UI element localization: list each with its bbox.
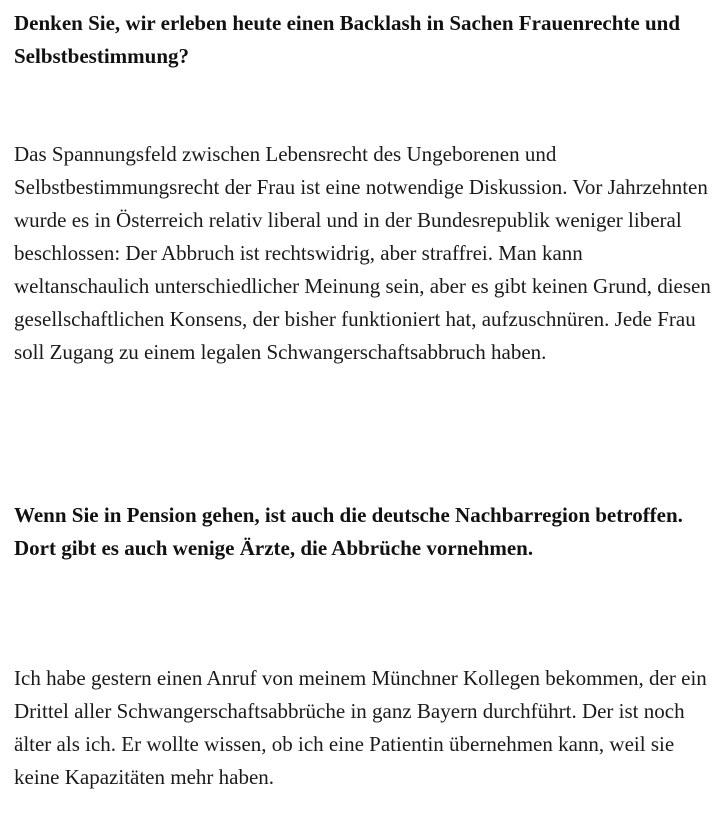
interview-answer: Das Spannungsfeld zwischen Lebensrecht des Ungeborenen und Selbstbestimmungsrecht der Frau ist eine notwendige Diskussion. Vor Jahrzehnten wurde es in Österreich relativ liberal und in der Bundesrepublik weniger liberal beschlossen: Der Abbruch ist rechtswidrig, aber straffrei. Man kann weltanschaulich unterschiedlicher Meinung sein, aber es gibt keinen Grund, diesen gesellschaftlichen Konsens, der bisher funktioniert hat, aufzuschnüren. Jede Frau soll Zugang zu einem legalen Schwangerschaftsabbruch haben. bbox=[14, 142, 711, 364]
interview-question: Denken Sie, wir erleben heute einen Backlash in Sachen Frauenrechte und Selbstbestimmung? bbox=[14, 11, 681, 68]
interview-answer: Ich habe gestern einen Anruf von meinem Münchner Kollegen bekommen, der ein Drittel aller Schwangerschaftsabbrüche in ganz Bayern durchführt. Der ist noch älter als ich. Er wollte wissen, ob ich eine Patientin übernehmen kann, weil sie keine Kapazitäten mehr haben. bbox=[14, 666, 707, 789]
interview-question: Wenn Sie in Pension gehen, ist auch die deutsche Nachbarregion betroffen. Dort gibt es auch wenige Ärzte, die Abbrüche vornehmen. bbox=[14, 503, 683, 560]
